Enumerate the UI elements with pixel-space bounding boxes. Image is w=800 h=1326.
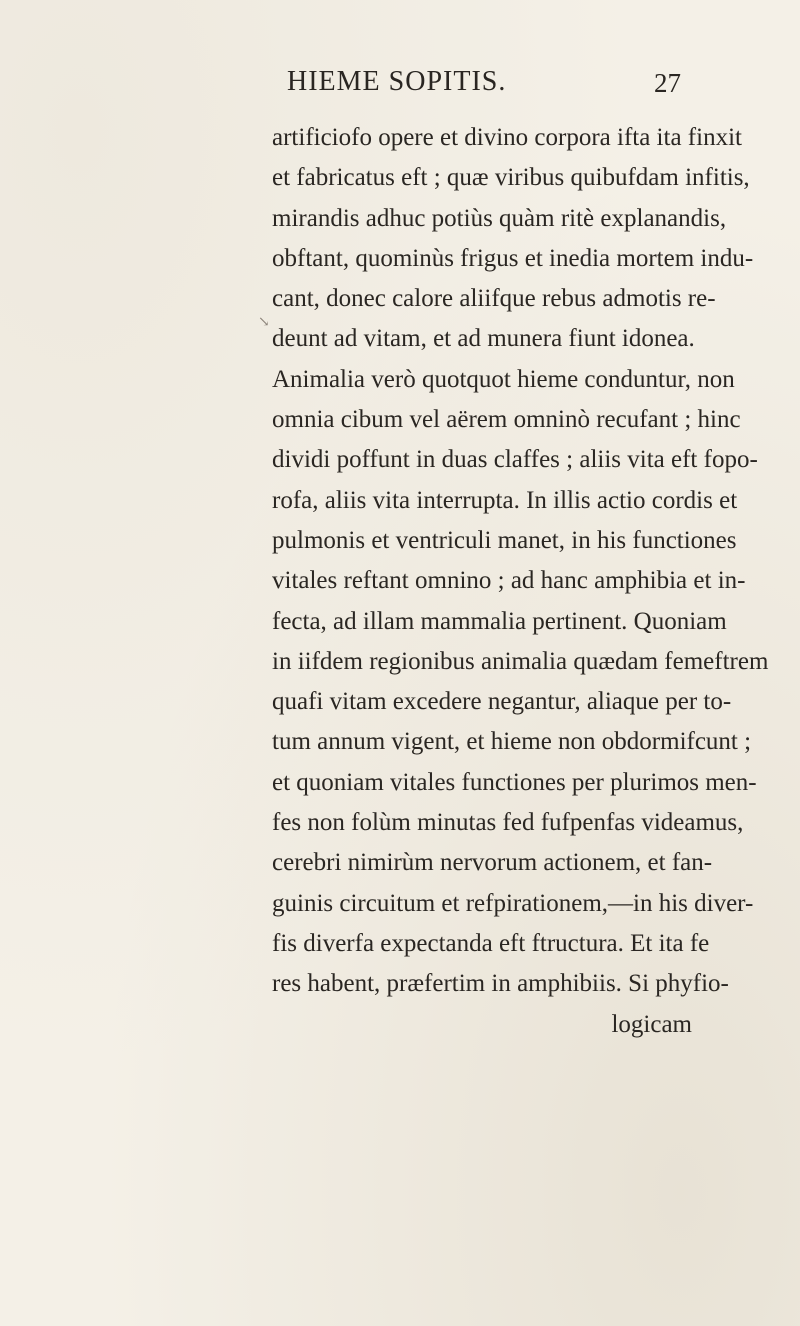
text-line: dividi poffunt in duas claffes ; aliis vita eft fopo- xyxy=(272,446,758,474)
margin-tick: ↘ xyxy=(258,315,270,330)
text-line: quafi vitam excedere negantur, aliaque per to- xyxy=(272,688,732,716)
text-line: pulmonis et ventriculi manet, in his functiones xyxy=(272,526,737,554)
text-line: fis diverfa expectanda eft ftructura. Et ita fe xyxy=(272,929,710,957)
text-line: et quoniam vitales functiones per plurimos men- xyxy=(272,768,757,796)
text-line: obftant, quominùs frigus et inedia mortem indu- xyxy=(272,244,754,272)
body-text xyxy=(272,118,769,1045)
text-line: cant, donec calore aliifque rebus admotis re- xyxy=(272,285,716,313)
text-line: in iifdem regionibus animalia quædam femeftrem xyxy=(272,647,769,675)
text-line: mirandis adhuc potiùs quàm ritè explanandis, xyxy=(272,204,727,232)
running-title: HIEME SOPITIS. xyxy=(287,66,507,97)
text-line: vitales reftant omnino ; ad hanc amphibia et in- xyxy=(272,567,746,595)
text-line: deunt ad vitam, et ad munera fiunt idonea. xyxy=(272,325,695,353)
text-line: cerebri nimirùm nervorum actionem, et fan- xyxy=(272,849,713,877)
catchword: logicam xyxy=(611,1010,692,1038)
text-line: omnia cibum vel aërem omninò recufant ; hinc xyxy=(272,406,741,434)
text-line: rofa, aliis vita interrupta. In illis actio cordis et xyxy=(272,486,738,514)
text-line: et fabricatus eft ; quæ viribus quibufdam infitis, xyxy=(272,164,750,192)
page-header xyxy=(0,66,800,106)
text-line: fecta, ad illam mammalia pertinent. Quoniam xyxy=(272,607,727,635)
text-line: Animalia verò quotquot hieme conduntur, non xyxy=(272,365,735,393)
text-line: fes non folùm minutas fed fufpenfas videamus, xyxy=(272,809,744,837)
text-line: artificiofo opere et divino corpora ifta ita finxit xyxy=(272,124,742,151)
page-number: 27 xyxy=(654,68,681,98)
text-line: res habent, præfertim in amphibiis. Si phyfio- xyxy=(272,970,729,998)
text-line: guinis circuitum et refpirationem,—in his diver- xyxy=(272,889,754,917)
text-line: tum annum vigent, et hieme non obdormifcunt ; xyxy=(272,728,752,756)
